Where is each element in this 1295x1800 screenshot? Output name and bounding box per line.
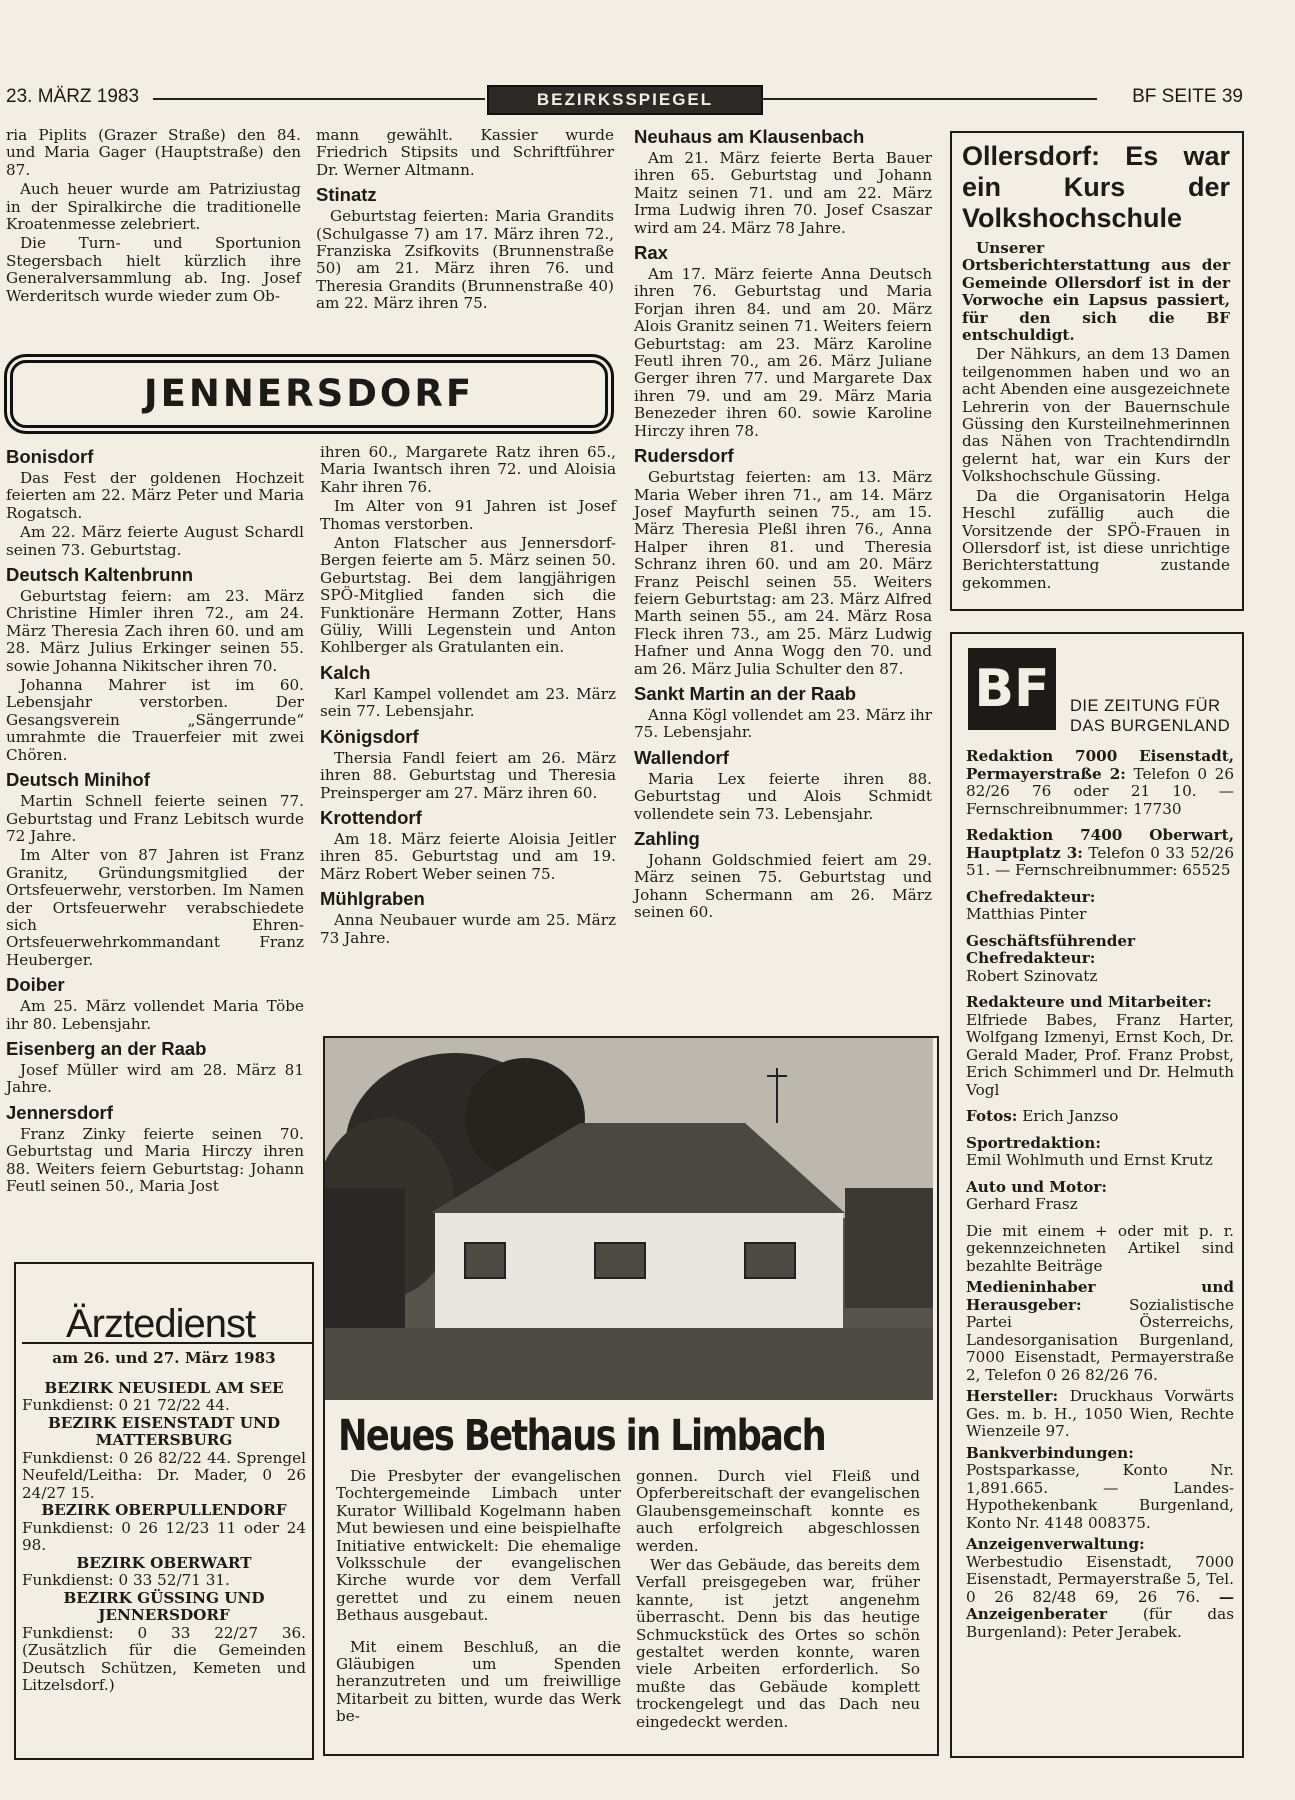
heading-koenigsdorf: Königsdorf [320, 725, 419, 747]
paragraph: Geburtstag feiern: am 23. März Christine Himler ihren 72., am 24. März Theresia Zach ihren 60. und am 28. März Julius Erkinger seinen 55. sowie Johanna Nikitscher ihren 70. [6, 587, 304, 675]
ollersdorf-title: Ollersdorf: Es war ein Kurs der Volkshochschule [962, 141, 1230, 233]
heading-sankt-martin: Sankt Martin an der Raab [634, 682, 857, 704]
article-column-3 [634, 126, 932, 924]
paragraph: mann gewählt. Kassier wurde Friedrich Stipsits und Schriftführer Dr. Werner Altmann. [316, 126, 614, 179]
paragraph: Anna Kögl vollendet am 23. März ihr 75. Lebensjahr. [634, 705, 932, 742]
paragraph: Geburtstag feierten: am 13. März Maria Weber ihren 71., am 14. März Josef Mayfurth seinen 75., am 15. März Theresia Pleßl ihren 76., Anna Halper ihren 81. und Theresia Schranz ihren 60. und am 20. März Franz Peischl seinen 55. Weiters feiern Geburtstag: am 23. März Alfred Marth seinen 55., am 24. März Rosa Fleck ihren 73., am 25. März Ludwig Hafner und Anna Wogg den 70. und am 26. März Julia Schulter den 87. [634, 468, 932, 678]
aerztedienst-text: am 26. und 27. März 1983 BEZIRK NEUSIEDL AM SEE Funkdienst: 0 21 72/22 44. BEZIRK EISENSTADT UND MATTERSBURG Funkdienst: 0 26 82/22 44. Sprengel Neufeld/Leitha: Dr. Mader, 0 26 24/27 15. BEZIRK OBERPULLENDORF Funkdienst: 0 26 12/23 11 oder 24 98. BEZIRK OBERWART Funkdienst: 0 33 52/71 31. BEZIRK GÜSSING UND JENNERSDORF Funkdienst: 0 33 22/27 36. (Zusätzlich für die Gemeinden Deutsch Schützen, Kemeten und Litzelsdorf.) [22, 1349, 306, 1694]
paragraph: Da die Organisatorin Helga Heschl zufällig auch die Vorsitzende der SPÖ-Frauen in Ollersdorf ist, ist diese unrichtige Berichterstattung zustande gekommen. [962, 486, 1230, 592]
heading-neuhaus: Neuhaus am Klausenbach [634, 126, 865, 147]
paragraph: Am 18. März feierte Aloisia Jeitler ihren 85. Geburtstag und am 19. März Robert Weber seinen 75. [320, 829, 616, 883]
paragraph: Am 25. März vollendet Maria Töbe ihr 80. Lebensjahr. [6, 997, 304, 1033]
paragraph: Josef Müller wird am 28. März 81 Jahre. [6, 1060, 304, 1097]
paragraph: Auch heuer wurde am Patriziustag in der Spiralkirche die traditionelle Kroatenmesse zelebriert. [6, 180, 301, 234]
heading-stinatz: Stinatz [316, 184, 377, 206]
heading-muehlgraben: Mühlgraben [320, 888, 425, 910]
article-jennersdorf-col2 [320, 444, 616, 949]
bf-logo: BF [968, 648, 1056, 730]
heading-deutsch-kaltenbrunn: Deutsch Kaltenbrunn [6, 564, 194, 586]
paragraph: Anna Neubauer wurde am 25. März 73 Jahre. [320, 911, 616, 947]
paragraph: Johann Goldschmied feiert am 29. März seinen 75. Geburtstag und Johann Schermann am 26. März seinen 60. [634, 851, 932, 922]
heading-krottendorf: Krottendorf [320, 806, 422, 828]
header-rule-right [761, 98, 1097, 100]
section-banner: BEZIRKSSPIEGEL [487, 85, 763, 115]
aerztedienst-title: Ärztedienst [66, 1302, 256, 1346]
paragraph: Johanna Mahrer ist im 60. Lebensjahr verstorben. Der Gesangsverein „Sängerrunde“ umrahmte die Trauerfeier mit zwei Chören. [6, 676, 304, 764]
paragraph: Maria Lex feierte ihren 88. Geburtstag und Alois Schmidt vollendete sein 73. Lebensjahr. [634, 769, 932, 823]
paragraph: ihren 60., Margarete Ratz ihren 65., Maria Iwantsch ihren 72. und Aloisia Kahr ihren 76. [320, 443, 616, 496]
limbach-headline: Neues Bethaus in Limbach [338, 1411, 826, 1461]
paragraph: Die Presbyter der evangelischen Tochtergemeinde Limbach unter Kurator Willibald Kogelmann haben Mut bewiesen und eine beispielhafte Initiative entwickelt: Die ehemalige Volksschule der evangelischen Kirche wurde vor dem Verfall gerettet und zu einem neuen Bethaus ausgebaut. [336, 1467, 621, 1625]
paragraph: Anton Flatscher aus Jennersdorf-Bergen feierte am 5. März seinen 50. Geburtstag. Bei dem langjährigen SPÖ-Mitglied fanden sich die Funktionäre Hermann Zotter, Hans Güliy, Willi Legenstein und Anton Kohlberger als Gratulanten ein. [320, 534, 616, 657]
limbach-column-1 [336, 1468, 621, 1728]
paragraph: Die Turn- und Sportunion Stegersbach hielt kürzlich ihre Generalversammlung ab. Ing. Josef Werderitsch wurde wieder zum Ob- [6, 234, 301, 305]
paragraph: gonnen. Durch viel Fleiß und Opferbereitschaft der evangelischen Glaubensgemeinschaft konnte es auch erfolgreich abgeschlossen werden. [636, 1467, 920, 1555]
paragraph: Franz Zinky feierte seinen 70. Geburtstag und Maria Hirczy ihren 88. Weiters feiern Geburtstag: Johann Feutl seinen 50., Maria Jost [6, 1124, 304, 1195]
paragraph: Das Fest der goldenen Hochzeit feierten am 22. März Peter und Maria Rogatsch. [6, 469, 304, 522]
heading-kalch: Kalch [320, 661, 371, 683]
jennersdorf-banner: JENNERSDORF [10, 360, 608, 428]
paragraph: ria Piplits (Grazer Straße) den 84. und Maria Gager (Hauptstraße) den 87. [6, 126, 301, 179]
heading-doiber: Doiber [6, 974, 65, 996]
paragraph: Karl Kampel vollendet am 23. März sein 77. Lebensjahr. [320, 684, 616, 721]
paragraph: Mit einem Beschluß, an die Gläubigen um Spenden heranzutreten und um freiwillige Mitarbeit zu bitten, wurde das Werk be- [336, 1637, 621, 1726]
article-stinatz [316, 127, 614, 315]
paragraph: Am 17. März feierte Anna Deutsch ihren 76. Geburtstag und Maria Forjan ihren 84. und am 20. März Alois Granitz seinen 71. Weiters feiern Geburtstag: am 23. März Karoline Feutl ihren 70., am 26. März Juliane Gerger ihren 77. und Margarete Dax ihren 79. und am 29. März Maria Benezeder ihren 60. sowie Karoline Hirczy ihren 78. [634, 265, 932, 440]
article-stegersbach-end [6, 127, 301, 307]
heading-bonisdorf: Bonisdorf [6, 446, 94, 467]
bethaus-photo-image [325, 1038, 933, 1400]
paragraph: Geburtstag feierten: Maria Grandits (Schulgasse 7) am 17. März ihren 72., Franziska Zsifkovits (Brunnenstraße 50) am 21. März ihren 76. und Theresia Grandits (Brunnenstraße 40) am 22. März ihren 75. [316, 207, 614, 313]
article-jennersdorf-col1 [6, 446, 304, 1197]
ollersdorf-box [950, 131, 1244, 611]
bf-tagline: DIE ZEITUNG FÜR DAS BURGENLAND [1070, 697, 1231, 735]
heading-rax: Rax [634, 242, 668, 264]
issue-date: 23. MÄRZ 1983 [6, 86, 140, 107]
paragraph: Im Alter von 91 Jahren ist Josef Thomas verstorben. [320, 497, 616, 533]
header-rule-left [153, 98, 485, 100]
limbach-column-2 [636, 1468, 920, 1733]
heading-zahling: Zahling [634, 828, 700, 849]
page-number: BF SEITE 39 [1132, 86, 1243, 107]
paragraph: Am 21. März feierte Berta Bauer ihren 65. Geburtstag und Johann Maitz seinen 71. und am 22. März Irma Ludwig ihren 70. Josef Csaszar wird am 24. März 78 Jahre. [634, 149, 932, 237]
imprint-text: Redaktion 7000 Eisenstadt, Permayerstraße 2: Telefon 0 26 82/26 76 oder 21 10. — Fernschreibnummer: 17730 Redaktion 7400 Oberwart, Hauptplatz 3: Telefon 0 33 52/26 51. — Fernschreibnummer: 65525 Chefredakteur: Matthias Pinter Geschäftsführender Chefredakteur: Robert Szinovatz Redakteure und Mitarbeiter: Elfriede Babes, Franz Harter, Wolfgang Izmenyi, Ernst Koch, Dr. Gerald Mader, Prof. Franz Probst, Erich Schimmerl und Dr. Helmuth Vogl Fotos: Erich Janzso Sportredaktion: Emil Wohlmuth und Ernst Krutz Auto und Motor: Gerhard Frasz Die mit einem + oder mit p. r. gekennzeichneten Artikel sind bezahlte Beiträge Medieninhaber und Herausgeber: Sozialistische Partei Österreichs, Landesorganisation Burgenland, 7000 Eisenstadt, Permayerstraße 2, Telefon 0 26 82/26 76. Hersteller: Druckhaus Vorwärts Ges. m. b. H., 1050 Wien, Rechte Wienzeile 97. Bankverbindungen: Postsparkasse, Konto Nr. 1,891.665. — Landes-Hypothekenbank Burgenland, Konto Nr. 4148 008375. Anzeigenverwaltung: Werbestudio Eisenstadt, 7000 Eisenstadt, Permayerstraße 5, Tel. 0 26 82/48 69, 26 76. — Anzeigenberater (für das Burgenland): Peter Jerabek. [966, 747, 1235, 1641]
paragraph: Martin Schnell feierte seinen 77. Geburtstag und Franz Lebitsch wurde 72 Jahre. [6, 792, 304, 845]
paragraph: Am 22. März feierte August Schardl seinen 73. Geburtstag. [6, 523, 304, 559]
heading-rudersdorf: Rudersdorf [634, 445, 734, 467]
heading-jennersdorf: Jennersdorf [6, 1101, 113, 1123]
heading-deutsch-minihof: Deutsch Minihof [6, 769, 150, 791]
paragraph: Der Nähkurs, an dem 13 Damen teilgenommen haben und wo an acht Abenden eine ausgezeichnete Lehrerin von der Bauernschule Güssing den Kursteilnehmerinnen das Nähen von Trachtendirndln gelernt hat, war ein Kurs der Volkshochschule Güssing. [962, 345, 1230, 486]
paragraph: Thersia Fandl feiert am 26. März ihren 88. Geburtstag und Theresia Preinsperger am 27. März ihren 60. [320, 748, 616, 802]
paragraph: Wer das Gebäude, das bereits dem Verfall preisgegeben war, früher kannte, ist jetzt angenehm überrascht. Denn bis das heutige Schmuckstück des Ortes so schön gestaltet werden konnte, waren viele Arbeiten erforderlich. So mußte das Gebäude komplett trockengelegt und das Dach neu eingedeckt werden. [636, 1556, 920, 1731]
bethaus-photo [325, 1038, 933, 1400]
heading-wallendorf: Wallendorf [634, 746, 729, 768]
heading-eisenberg: Eisenberg an der Raab [6, 1037, 207, 1059]
paragraph: Im Alter von 87 Jahren ist Franz Granitz, Gründungsmitglied der Ortsfeuerwehr, verstorben. Im Namen der Ortsfeuerwehr verabschiedete sich Ehren-Ortsfeuerwehrkommandant Franz Heuberger. [6, 846, 304, 969]
ollersdorf-lead: Unserer Ortsberichterstattung aus der Gemeinde Ollersdorf ist in der Vorwoche ein Lapsus passiert, für den sich die BF entschuldigt. [962, 239, 1230, 345]
